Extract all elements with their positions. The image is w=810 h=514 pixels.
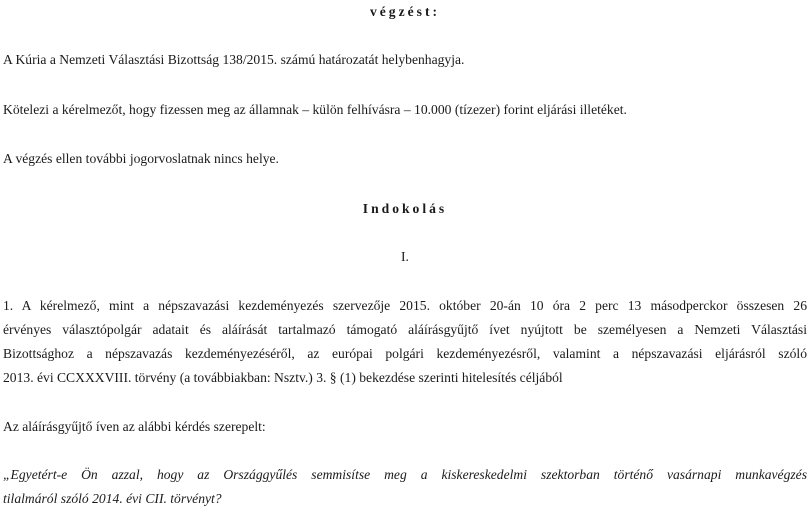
point1-line2: érvényes választópolgár adatait és aláírását tartalmazó támogató aláírásgyűjtő ívet nyújtott be személyesen a Nemzeti Választási — [3, 322, 807, 337]
section-number: I. — [401, 249, 409, 264]
point1-line3: Bizottsághoz a népszavazás kezdeményezéséről, az európai polgári kezdeményezésről, valamint a népszavazási eljárásról szóló — [3, 346, 807, 361]
question-intro: Az aláírásgyűjtő íven az alábbi kérdés szerepelt: — [3, 419, 266, 434]
section-title-indokolas: Indokolás — [362, 201, 448, 216]
heading-vegzest: végzést: — [369, 4, 441, 19]
paragraph-fee: Kötelezi a kérelmezőt, hogy fizessen meg az államnak – külön felhívásra – 10.000 (tízezer) forint eljárási illetéket. — [3, 102, 627, 117]
paragraph-ruling: A Kúria a Nemzeti Választási Bizottság 138/2015. számú határozatát helybenhagyja. — [3, 52, 465, 67]
point1-line4: 2013. évi CCXXXVIII. törvény (a továbbiakban: Nsztv.) 3. § (1) bekezdése szerinti hitelesítés céljából — [3, 370, 563, 385]
question-line2: tilalmáról szóló 2014. évi CII. törvényt? — [3, 491, 222, 506]
paragraph-no-appeal: A végzés ellen további jogorvoslatnak nincs helye. — [3, 151, 279, 166]
question-line1: „Egyetért-e Ön azzal, hogy az Országgyűlés semmisítse meg a kiskereskedelmi szektorban történő vasárnapi munkavégzés — [3, 467, 807, 482]
point1-line1: 1. A kérelmező, mint a népszavazási kezdeményezés szervezője 2015. október 20-án 10 óra 2 perc 13 másodperckor összesen 26 — [3, 298, 807, 313]
